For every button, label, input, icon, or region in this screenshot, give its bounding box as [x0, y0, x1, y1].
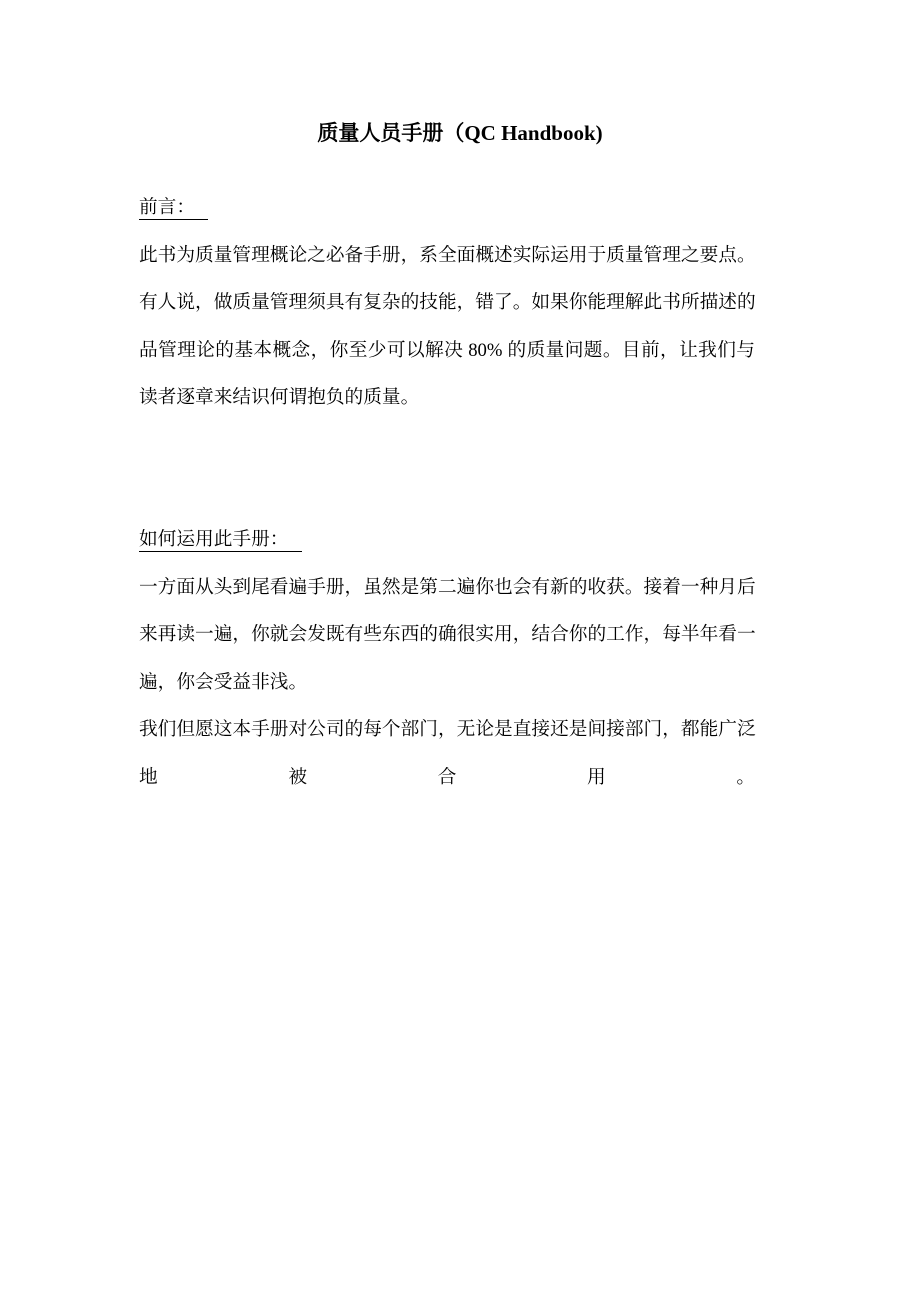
usage-line: 遍，你会受益非浅。	[139, 671, 308, 693]
closing-distributed-line	[139, 754, 755, 802]
document-body	[139, 184, 755, 802]
distributed-char: 被	[288, 766, 308, 788]
preface-heading	[139, 184, 755, 232]
preface-line: 有人说，做质量管理须具有复杂的技能，错了。如果你能理解此书所描述的	[139, 292, 756, 314]
distributed-char: 地	[139, 766, 158, 788]
document-title: 质量人员手册（QC Handbook)	[317, 121, 603, 145]
distributed-char: 。	[736, 766, 755, 788]
usage-heading-text: 如何运用此手册：	[139, 529, 302, 552]
usage-heading	[139, 516, 755, 564]
preface-line: 读者逐章来结识何谓抱负的质量。	[139, 387, 420, 409]
preface-heading-text: 前言：	[139, 197, 208, 220]
usage-line: 来再读一遍，你就会发既有些东西的确很实用，结合你的工作，每半年看一	[139, 624, 756, 646]
usage-line: 一方面从头到尾看遍手册，虽然是第二遍你也会有新的收获。接着一种月后	[139, 576, 756, 598]
distributed-char: 用	[586, 766, 606, 788]
preface-line: 此书为质量管理概论之必备手册，系全面概述实际运用于质量管理之要点。	[139, 244, 756, 266]
closing-line: 我们但愿这本手册对公司的每个部门，无论是直接还是间接部门，都能广泛	[139, 719, 756, 741]
preface-line: 品管理论的基本概念，你至少可以解决 80% 的质量问题。目前，让我们与	[139, 339, 755, 361]
distributed-char: 合	[437, 766, 457, 788]
